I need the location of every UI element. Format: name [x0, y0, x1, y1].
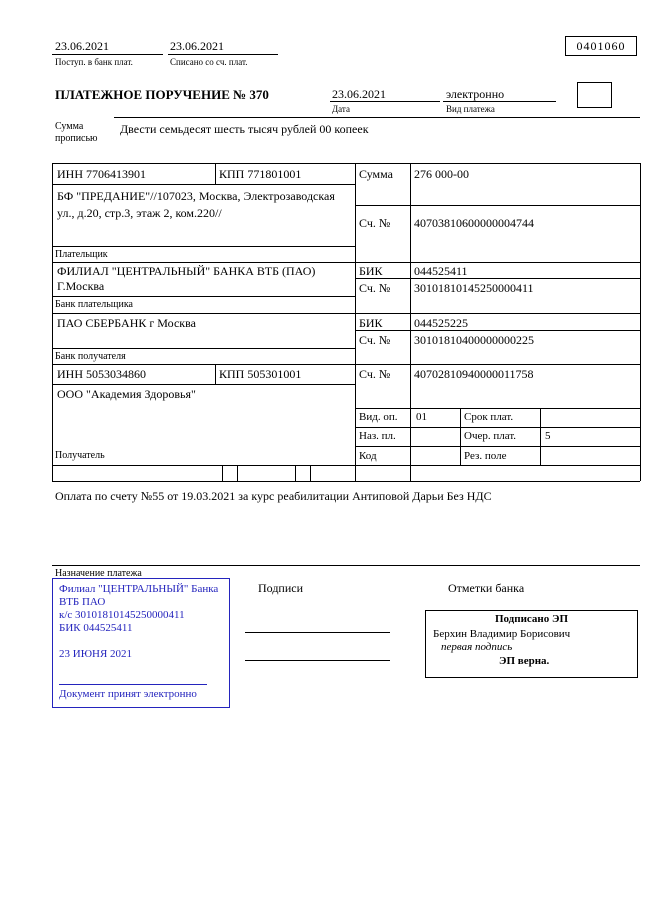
received-date-label: Поступ. в банк плат.: [55, 57, 133, 67]
vid-op-label: Вид. оп.: [359, 411, 398, 423]
divider-line: [52, 348, 355, 349]
naz-pl-label: Наз. пл.: [359, 430, 396, 442]
payment-kind-label: Вид платежа: [446, 104, 495, 114]
divider-line: [52, 465, 640, 466]
divider-line: [355, 278, 640, 279]
divider-line: [355, 408, 640, 409]
ep-signer-name: Берхин Владимир Борисович: [433, 627, 571, 640]
payer-account-label: Сч. №: [359, 216, 391, 230]
divider-line: [355, 427, 640, 428]
date-label: Дата: [332, 104, 350, 114]
divider-line: [215, 163, 216, 184]
divider-line: [460, 408, 461, 465]
ep-title: Подписано ЭП: [494, 613, 569, 625]
divider-line: [215, 364, 216, 384]
divider-line: [52, 246, 355, 247]
bank-stamp-line: БИК 044525411: [59, 622, 133, 634]
divider-line: [52, 481, 640, 482]
srok-plat-label: Срок плат.: [464, 411, 514, 423]
amount-words-value: Двести семьдесят шесть тысяч рублей 00 копеек: [120, 122, 369, 136]
rez-pole-label: Рез. поле: [464, 450, 507, 462]
divider-line: [310, 465, 311, 481]
payee-label: Получатель: [55, 450, 105, 461]
received-date: 23.06.2021: [55, 39, 109, 53]
bank-stamp-line: к/с 30101810145250000411: [59, 609, 185, 621]
electronic-signature-stamp: [425, 610, 638, 678]
bank-stamp-status: Документ принят электронно: [59, 684, 207, 701]
payee-account-label: Сч. №: [359, 367, 391, 381]
payer-bank-bik: 044525411: [414, 264, 468, 278]
bank-marks-title: Отметки банка: [448, 581, 525, 595]
ocher-plat-value: 5: [545, 430, 551, 442]
divider-line: [410, 163, 411, 481]
bank-stamp: [52, 578, 230, 708]
payer-account: 40703810600000004744: [414, 216, 534, 230]
divider-line: [640, 163, 641, 481]
vid-op-value: 01: [416, 411, 427, 423]
form-code-box: [565, 36, 637, 56]
status-code-box: [577, 82, 612, 108]
form-code: 0401060: [576, 39, 626, 53]
payee-inn: ИНН 5053034860: [57, 367, 146, 381]
kod-label: Код: [359, 450, 377, 462]
amount-label: Сумма: [359, 167, 393, 181]
divider-line: [52, 54, 163, 55]
payee-account: 40702810940000011758: [414, 367, 534, 381]
divider-line: [443, 101, 556, 102]
payee-kpp: КПП 505301001: [219, 367, 302, 381]
divider-line: [222, 465, 223, 481]
divider-line: [330, 101, 440, 102]
purpose-label: Назначение платежа: [55, 568, 142, 579]
payee-bank-name: ПАО СБЕРБАНК г Москва: [57, 316, 196, 330]
debited-date-label: Списано со сч. плат.: [170, 57, 248, 67]
bank-stamp-line: Филиал "ЦЕНТРАЛЬНЫЙ" Банка: [59, 583, 219, 595]
payee-bank-account-label: Сч. №: [359, 333, 391, 347]
divider-line: [52, 565, 640, 566]
divider-line: [168, 54, 278, 55]
divider-line: [52, 364, 640, 365]
divider-line: [295, 465, 296, 481]
payer-kpp: КПП 771801001: [219, 167, 302, 181]
payer-inn: ИНН 7706413901: [57, 167, 146, 181]
bank-stamp-line: ВТБ ПАО: [59, 596, 106, 608]
document-title: ПЛАТЕЖНОЕ ПОРУЧЕНИЕ № 370: [55, 87, 269, 102]
ocher-plat-label: Очер. плат.: [464, 430, 517, 442]
amount-value: 276 000-00: [414, 167, 469, 181]
payee-bank-bik: 044525225: [414, 316, 468, 330]
payee-bank-account: 30101810400000000225: [414, 333, 534, 347]
divider-line: [355, 446, 640, 447]
ep-verified: ЭП верна.: [499, 654, 550, 667]
divider-line: [52, 262, 640, 263]
payment-kind: электронно: [446, 87, 505, 101]
payee-bank-label: Банк получателя: [55, 351, 126, 362]
payer-bank-account: 30101810145250000411: [414, 281, 534, 295]
ep-signature-kind: первая подпись: [441, 641, 513, 653]
payee-bank-bik-label: БИК: [359, 316, 383, 330]
divider-line: [52, 384, 355, 385]
payer-name: БФ "ПРЕДАНИЕ"//107023, Москва, Электрозаводская ул., д.20, стр.3, этаж 2, ком.220//: [57, 189, 335, 220]
payee-name: ООО "Академия Здоровья": [57, 387, 196, 401]
divider-line: [355, 163, 356, 481]
signature-line: [245, 660, 390, 661]
payer-label: Плательщик: [55, 249, 108, 260]
divider-line: [52, 313, 640, 314]
divider-line: [52, 163, 53, 481]
signature-line: [245, 632, 390, 633]
payer-bank-account-label: Сч. №: [359, 281, 391, 295]
payer-bank-label: Банк плательщика: [55, 299, 133, 310]
document-date: 23.06.2021: [332, 87, 386, 101]
divider-line: [355, 205, 640, 206]
divider-line: [114, 117, 640, 118]
purpose-text: Оплата по счету №55 от 19.03.2021 за курс реабилитации Антиповой Дарьи Без НДС: [55, 489, 492, 503]
divider-line: [52, 296, 355, 297]
amount-words-label: Сумма прописью: [55, 121, 98, 144]
divider-line: [355, 330, 640, 331]
divider-line: [52, 163, 640, 164]
bank-stamp-date: 23 ИЮНЯ 2021: [59, 648, 133, 660]
debited-date: 23.06.2021: [170, 39, 224, 53]
divider-line: [237, 465, 238, 481]
signatures-title: Подписи: [258, 581, 304, 595]
payer-bank-name: ФИЛИАЛ "ЦЕНТРАЛЬНЫЙ" БАНКА ВТБ (ПАО) Г.Москва: [57, 264, 316, 293]
divider-line: [540, 408, 541, 465]
payer-bank-bik-label: БИК: [359, 264, 383, 278]
divider-line: [52, 184, 355, 185]
